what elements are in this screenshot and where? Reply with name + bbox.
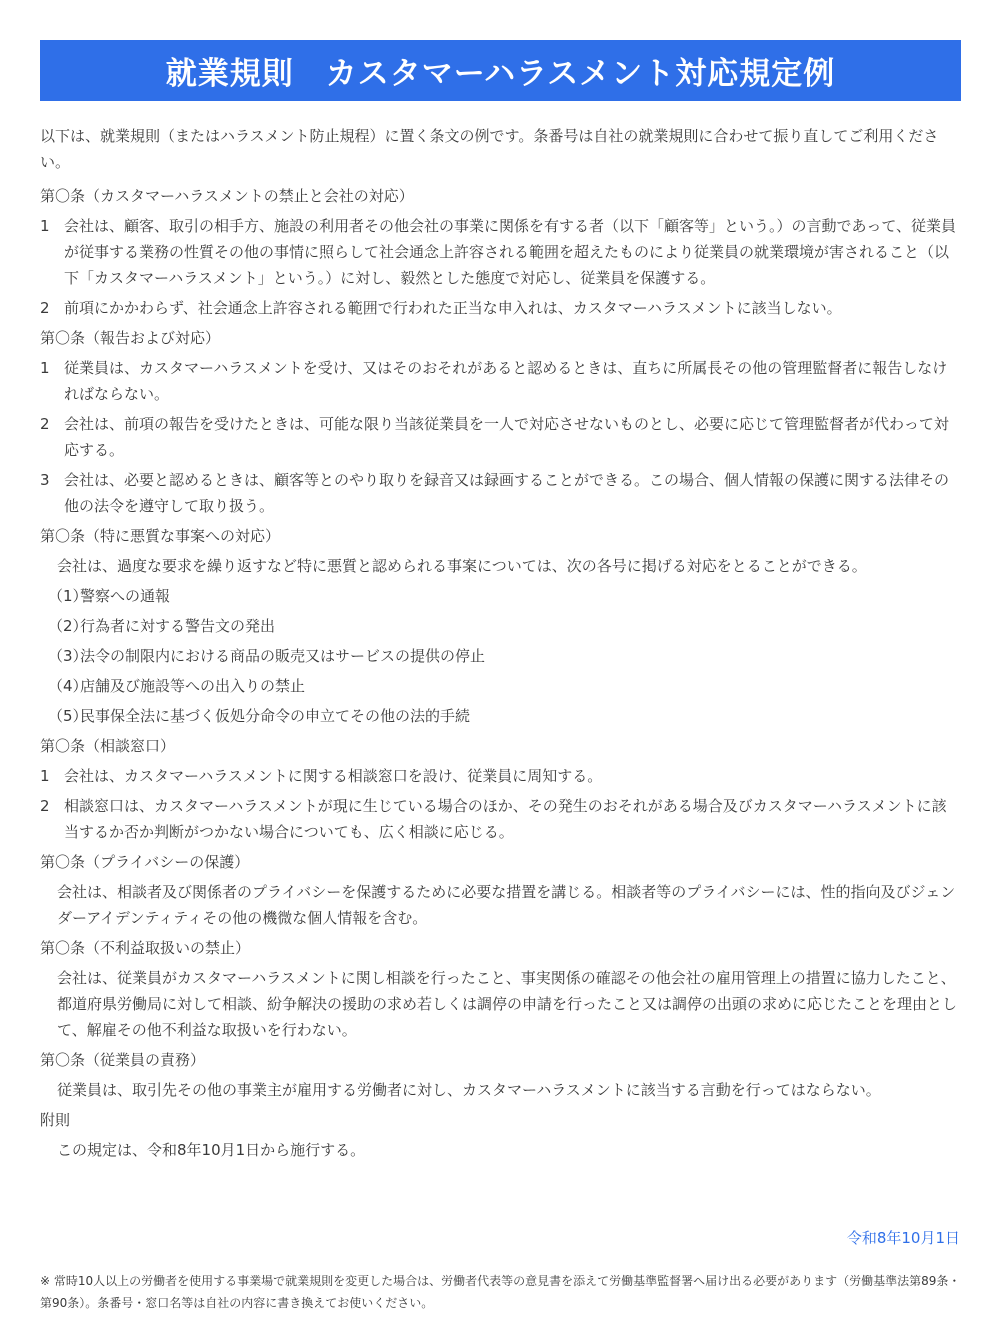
paragraph — [40, 763, 961, 789]
article-no-retaliation — [40, 935, 961, 1043]
list-item — [40, 703, 961, 729]
article-title: 第〇条（カスタマーハラスメントの禁止と会社の対応） — [40, 187, 414, 205]
paragraph-number: 2 — [40, 797, 50, 815]
article-privacy — [40, 849, 961, 931]
item-number: （3） — [48, 647, 88, 665]
article-title: 第〇条（従業員の責務） — [40, 1051, 206, 1069]
item-text: 民事保全法に基づく仮処分命令の申立てその他の法的手続 — [80, 707, 471, 725]
paragraph-number: 1 — [40, 359, 50, 377]
article-reporting — [40, 325, 961, 519]
article-prohibition — [40, 183, 961, 321]
article-body: この規定は、令和8年10月1日から施行する。 — [57, 1141, 366, 1159]
list-item — [40, 613, 961, 639]
intro-text: 以下は、就業規則（またはハラスメント防止規程）に置く条文の例です。条番号は自社の就業規則に合わせて振り直してご利用ください。 — [40, 127, 939, 171]
article-consultation-desk — [40, 733, 961, 845]
item-text: 行為者に対する警告文の発出 — [80, 617, 276, 635]
item-number: （2） — [48, 617, 88, 635]
paragraph — [40, 355, 961, 407]
list-item — [40, 643, 961, 669]
item-text: 法令の制限内における商品の販売又はサービスの提供の停止 — [80, 647, 486, 665]
footnote: ※ 常時10人以上の労働者を使用する事業場で就業規則を変更した場合は、労働者代表等の意見書を添えて労働基準監督署へ届け出る必要があります（労働基準法第89条・第90条）。条番号・窓口名等は自社の内容に書き換えてお使いください。 — [40, 1274, 961, 1310]
paragraph-text: 従業員は、カスタマーハラスメントを受け、又はそのおそれがあると認めるときは、直ちに所属長その他の管理監督者に報告しなければならない。 — [64, 359, 948, 403]
paragraph-text: 会社は、必要と認めるときは、顧客等とのやり取りを録音又は録画することができる。この場合、個人情報の保護に関する法律その他の法令を遵守して取り扱う。 — [64, 471, 950, 515]
paragraph-text: 相談窓口は、カスタマーハラスメントが現に生じている場合のほか、その発生のおそれがある場合及びカスタマーハラスメントに該当するか否か判断がつかない場合についても、広く相談に応じる。 — [64, 797, 947, 841]
paragraph-number: 1 — [40, 767, 50, 785]
article-body: 従業員は、取引先その他の事業主が雇用する労働者に対し、カスタマーハラスメントに該当する言動を行ってはならない。 — [57, 1081, 881, 1099]
paragraph — [40, 467, 961, 519]
item-text: 店舗及び施設等への出入りの禁止 — [80, 677, 306, 695]
page-title: 就業規則 カスタマーハラスメント対応規定例 — [40, 40, 961, 101]
paragraph-number: 2 — [40, 415, 50, 433]
article-body: 会社は、相談者及び関係者のプライバシーを保護するために必要な措置を講じる。相談者等のプライバシーには、性的指向及びジェンダーアイデンティティその他の機微な個人情報を含む。 — [57, 883, 956, 927]
paragraph-text: 会社は、顧客、取引の相手方、施設の利用者その他会社の事業に関係を有する者（以下「顧客等」という。）の言動であって、従業員が従事する業務の性質その他の事情に照らして社会通念上許容される範囲を超えたものにより従業員の就業環境が害されること（以下「カスタマーハラスメント」という。）に対し、毅然とした態度で対応し、従業員を保護する。 — [64, 217, 957, 287]
article-body: 会社は、従業員がカスタマーハラスメントに関し相談を行ったこと、事実関係の確認その他会社の雇用管理上の措置に協力したこと、都道府県労働局に対して相談、紛争解決の援助の求め若しくは調停の申請を行ったこと又は調停の出頭の求めに応じたことを理由として、解雇その他不利益な取扱いを行わない。 — [57, 969, 958, 1039]
article-title: 第〇条（特に悪質な事案への対応） — [40, 527, 281, 545]
paragraph-text: 前項にかかわらず、社会通念上許容される範囲で行われた正当な申入れは、カスタマーハラスメントに該当しない。 — [64, 299, 842, 317]
article-title: 第〇条（相談窓口） — [40, 737, 176, 755]
paragraph-number: 3 — [40, 471, 50, 489]
paragraph-text: 会社は、カスタマーハラスメントに関する相談窓口を設け、従業員に周知する。 — [64, 767, 603, 785]
paragraph-text: 会社は、前項の報告を受けたときは、可能な限り当該従業員を一人で対応させないものとし、必要に応じて管理監督者が代わって対応する。 — [64, 415, 949, 459]
article-title: 第〇条（報告および対応） — [40, 329, 221, 347]
item-number: （1） — [48, 587, 88, 605]
article-title: 第〇条（不利益取扱いの禁止） — [40, 939, 251, 957]
item-text: 警察への通報 — [80, 587, 171, 605]
paragraph — [40, 295, 961, 321]
article-employee-duty — [40, 1047, 961, 1103]
paragraph — [40, 793, 961, 845]
list-item — [40, 583, 961, 609]
article-body: 会社は、過度な要求を繰り返すなど特に悪質と認められる事案については、次の各号に掲げる対応をとることができる。 — [57, 557, 867, 575]
paragraph-number: 2 — [40, 299, 50, 317]
article-title: 附則 — [40, 1111, 71, 1129]
paragraph-number: 1 — [40, 217, 50, 235]
item-number: （5） — [48, 707, 88, 725]
article-title: 第〇条（プライバシーの保護） — [40, 853, 250, 871]
supplementary-provision — [40, 1107, 961, 1163]
list-item — [40, 673, 961, 699]
effective-date: 令和8年10月1日 — [846, 1229, 960, 1247]
article-serious-cases — [40, 523, 961, 729]
paragraph — [40, 411, 961, 463]
regulation-body — [40, 123, 961, 1167]
paragraph — [40, 213, 961, 291]
item-number: （4） — [48, 677, 88, 695]
